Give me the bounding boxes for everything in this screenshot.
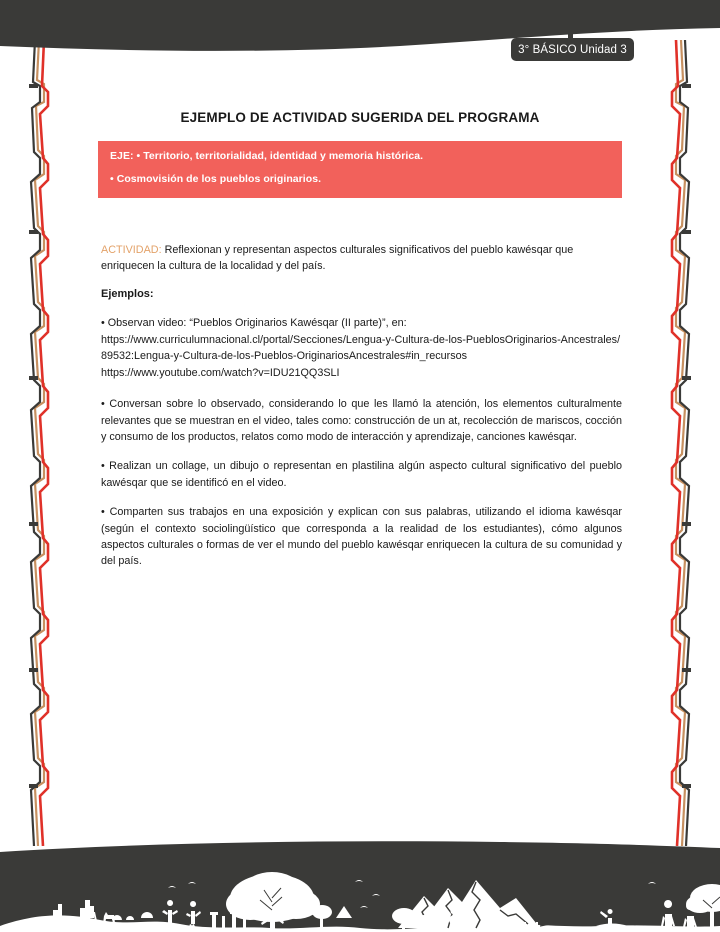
activity-label: ACTIVIDAD: xyxy=(101,244,162,256)
unit-badge: 3° BÁSICO Unidad 3 xyxy=(511,38,634,61)
activity-text: Reflexionan y representan aspectos culturales significativos del pueblo kawésqar que enriquecen la cultura de la localidad y del país. xyxy=(101,244,574,273)
curriculum-url[interactable]: https://www.curriculumnacional.cl/portal/Secciones/Lengua-y-Cultura-de-los-PueblosOriginarios-Ancestrales/89532:Lengua-y-Cultura-de-los-Pueblos-OriginariosAncestrales#in_recursos xyxy=(101,333,621,363)
body-area xyxy=(101,242,622,583)
top-banner xyxy=(0,0,720,72)
activity-paragraph xyxy=(101,242,622,275)
bullet-video-links xyxy=(101,315,622,382)
youtube-url[interactable]: https://www.youtube.com/watch?v=IDU21QQ3SLI xyxy=(101,367,340,380)
bottom-silhouette-band xyxy=(0,840,720,932)
eje-line-1: EJE: • Territorio, territorialidad, identidad y memoria histórica. xyxy=(110,150,424,162)
right-decorative-strip xyxy=(664,40,698,846)
bullet-comparten: • Comparten sus trabajos en una exposición y explican con sus palabras, utilizando el idioma kawésqar (según el contexto sociolingüístico que corresponda a la realidad de los estudiantes), cómo algunos aspectos culturales o formas de ver el mundo del pueblo kawésqar enriquecen la cultura de su comunidad y del país. xyxy=(101,506,622,568)
eje-line-2: • Cosmovisión de los pueblos originarios. xyxy=(110,173,322,186)
left-decorative-strip xyxy=(22,40,56,846)
examples-heading: Ejemplos: xyxy=(101,287,154,300)
bullet-realizan: • Realizan un collage, un dibujo o representan en plastilina algún aspecto cultural significativo del pueblo kawésqar que se identificó en el video. xyxy=(101,460,622,489)
eje-banner xyxy=(98,141,622,198)
page-title: EJEMPLO DE ACTIVIDAD SUGERIDA DEL PROGRAMA xyxy=(180,110,540,125)
bullet-conversan: • Conversan sobre lo observado, considerando lo que les llamó la atención, los elementos culturalmente relevantes que se muestran en el video, tales como: construcción de un at, recolección de mariscos, cocción y consumo de los productos, relatos como modo de interacción y aprendizaje, canciones kawésqar. xyxy=(101,398,622,443)
bullet-video-lead: • Observan video: “Pueblos Originarios Kawésqar (II parte)”, en: xyxy=(101,316,407,329)
